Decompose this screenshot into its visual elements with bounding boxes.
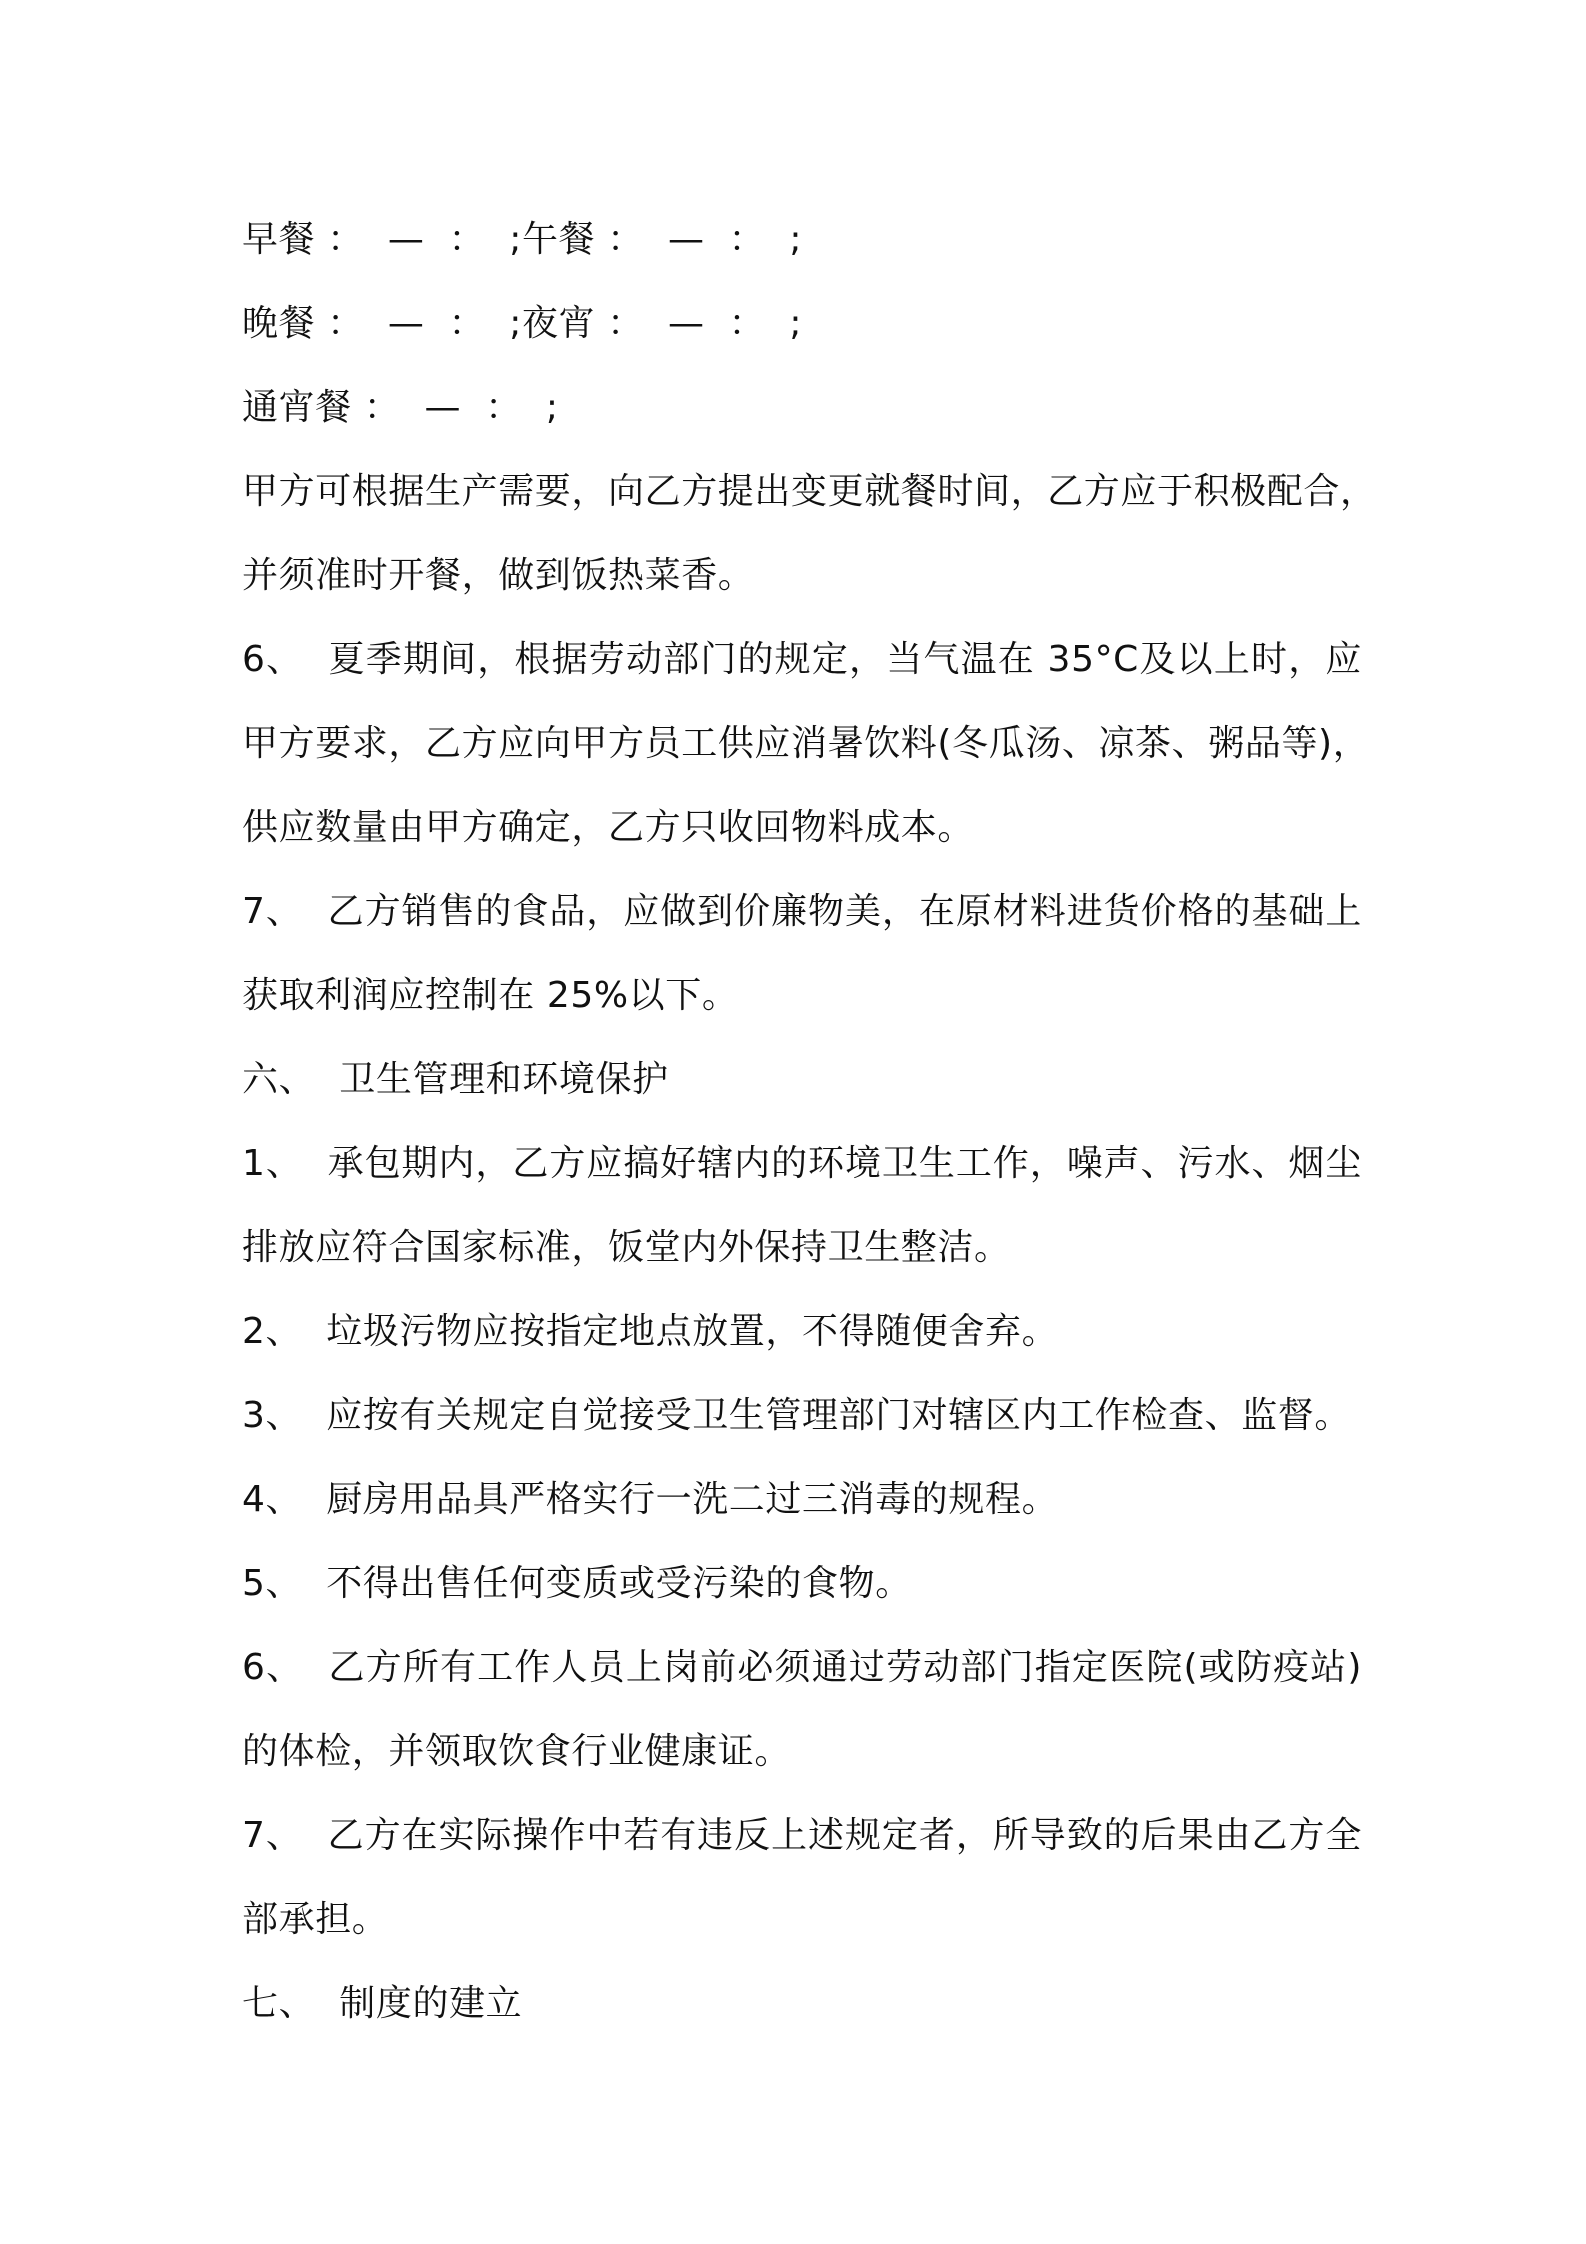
document-body bbox=[242, 198, 1377, 2046]
paragraph-line: 并须准时开餐，做到饭热菜香。 bbox=[242, 555, 755, 596]
clause-6-line: 6、 乙方所有工作人员上岗前必须通过劳动部门指定医院(或防疫站) bbox=[242, 1647, 1362, 1688]
clause-7-line: 7、 乙方在实际操作中若有违反上述规定者，所导致的后果由乙方全 bbox=[242, 1815, 1362, 1856]
clause-4-line: 4、 厨房用品具严格实行一洗二过三消毒的规程。 bbox=[242, 1479, 1059, 1520]
paragraph-line: 甲方要求，乙方应向甲方员工供应消暑饮料(冬瓜汤、凉茶、粥品等)， bbox=[242, 723, 1370, 764]
paragraph-line: 排放应符合国家标准，饭堂内外保持卫生整洁。 bbox=[242, 1227, 1011, 1268]
paragraph-line: 的体检，并领取饮食行业健康证。 bbox=[242, 1731, 792, 1772]
section-heading-seven: 七、 制度的建立 bbox=[242, 1983, 523, 2024]
section-heading-six: 六、 卫生管理和环境保护 bbox=[242, 1059, 669, 1100]
clause-2-line: 2、 垃圾污物应按指定地点放置，不得随便舍弃。 bbox=[242, 1311, 1059, 1352]
clause-3-line: 3、 应按有关规定自觉接受卫生管理部门对辖区内工作检查、监督。 bbox=[242, 1395, 1351, 1436]
paragraph-line: 获取利润应控制在 25%以下。 bbox=[242, 975, 739, 1016]
clause-5-line: 5、 不得出售任何变质或受污染的食物。 bbox=[242, 1563, 912, 1604]
meal-time-line-breakfast-lunch: 早餐 ： — ： ;午餐 ： — ： ; bbox=[242, 219, 803, 260]
clause-6-line: 6、 夏季期间，根据劳动部门的规定，当气温在 35°C及以上时，应 bbox=[242, 639, 1362, 680]
clause-7-line: 7、 乙方销售的食品，应做到价廉物美，在原材料进货价格的基础上 bbox=[242, 891, 1362, 932]
meal-time-line-overnight: 通宵餐 ： — ： ; bbox=[242, 387, 559, 428]
paragraph-line: 供应数量由甲方确定，乙方只收回物料成本。 bbox=[242, 807, 975, 848]
clause-1-line: 1、 承包期内，乙方应搞好辖内的环境卫生工作，噪声、污水、烟尘 bbox=[242, 1143, 1362, 1184]
paragraph-line: 甲方可根据生产需要，向乙方提出变更就餐时间，乙方应于积极配合， bbox=[242, 471, 1377, 512]
paragraph-line: 部承担。 bbox=[242, 1899, 389, 1940]
meal-time-line-dinner-supper: 晚餐 ： — ： ;夜宵 ： — ： ; bbox=[242, 303, 803, 344]
